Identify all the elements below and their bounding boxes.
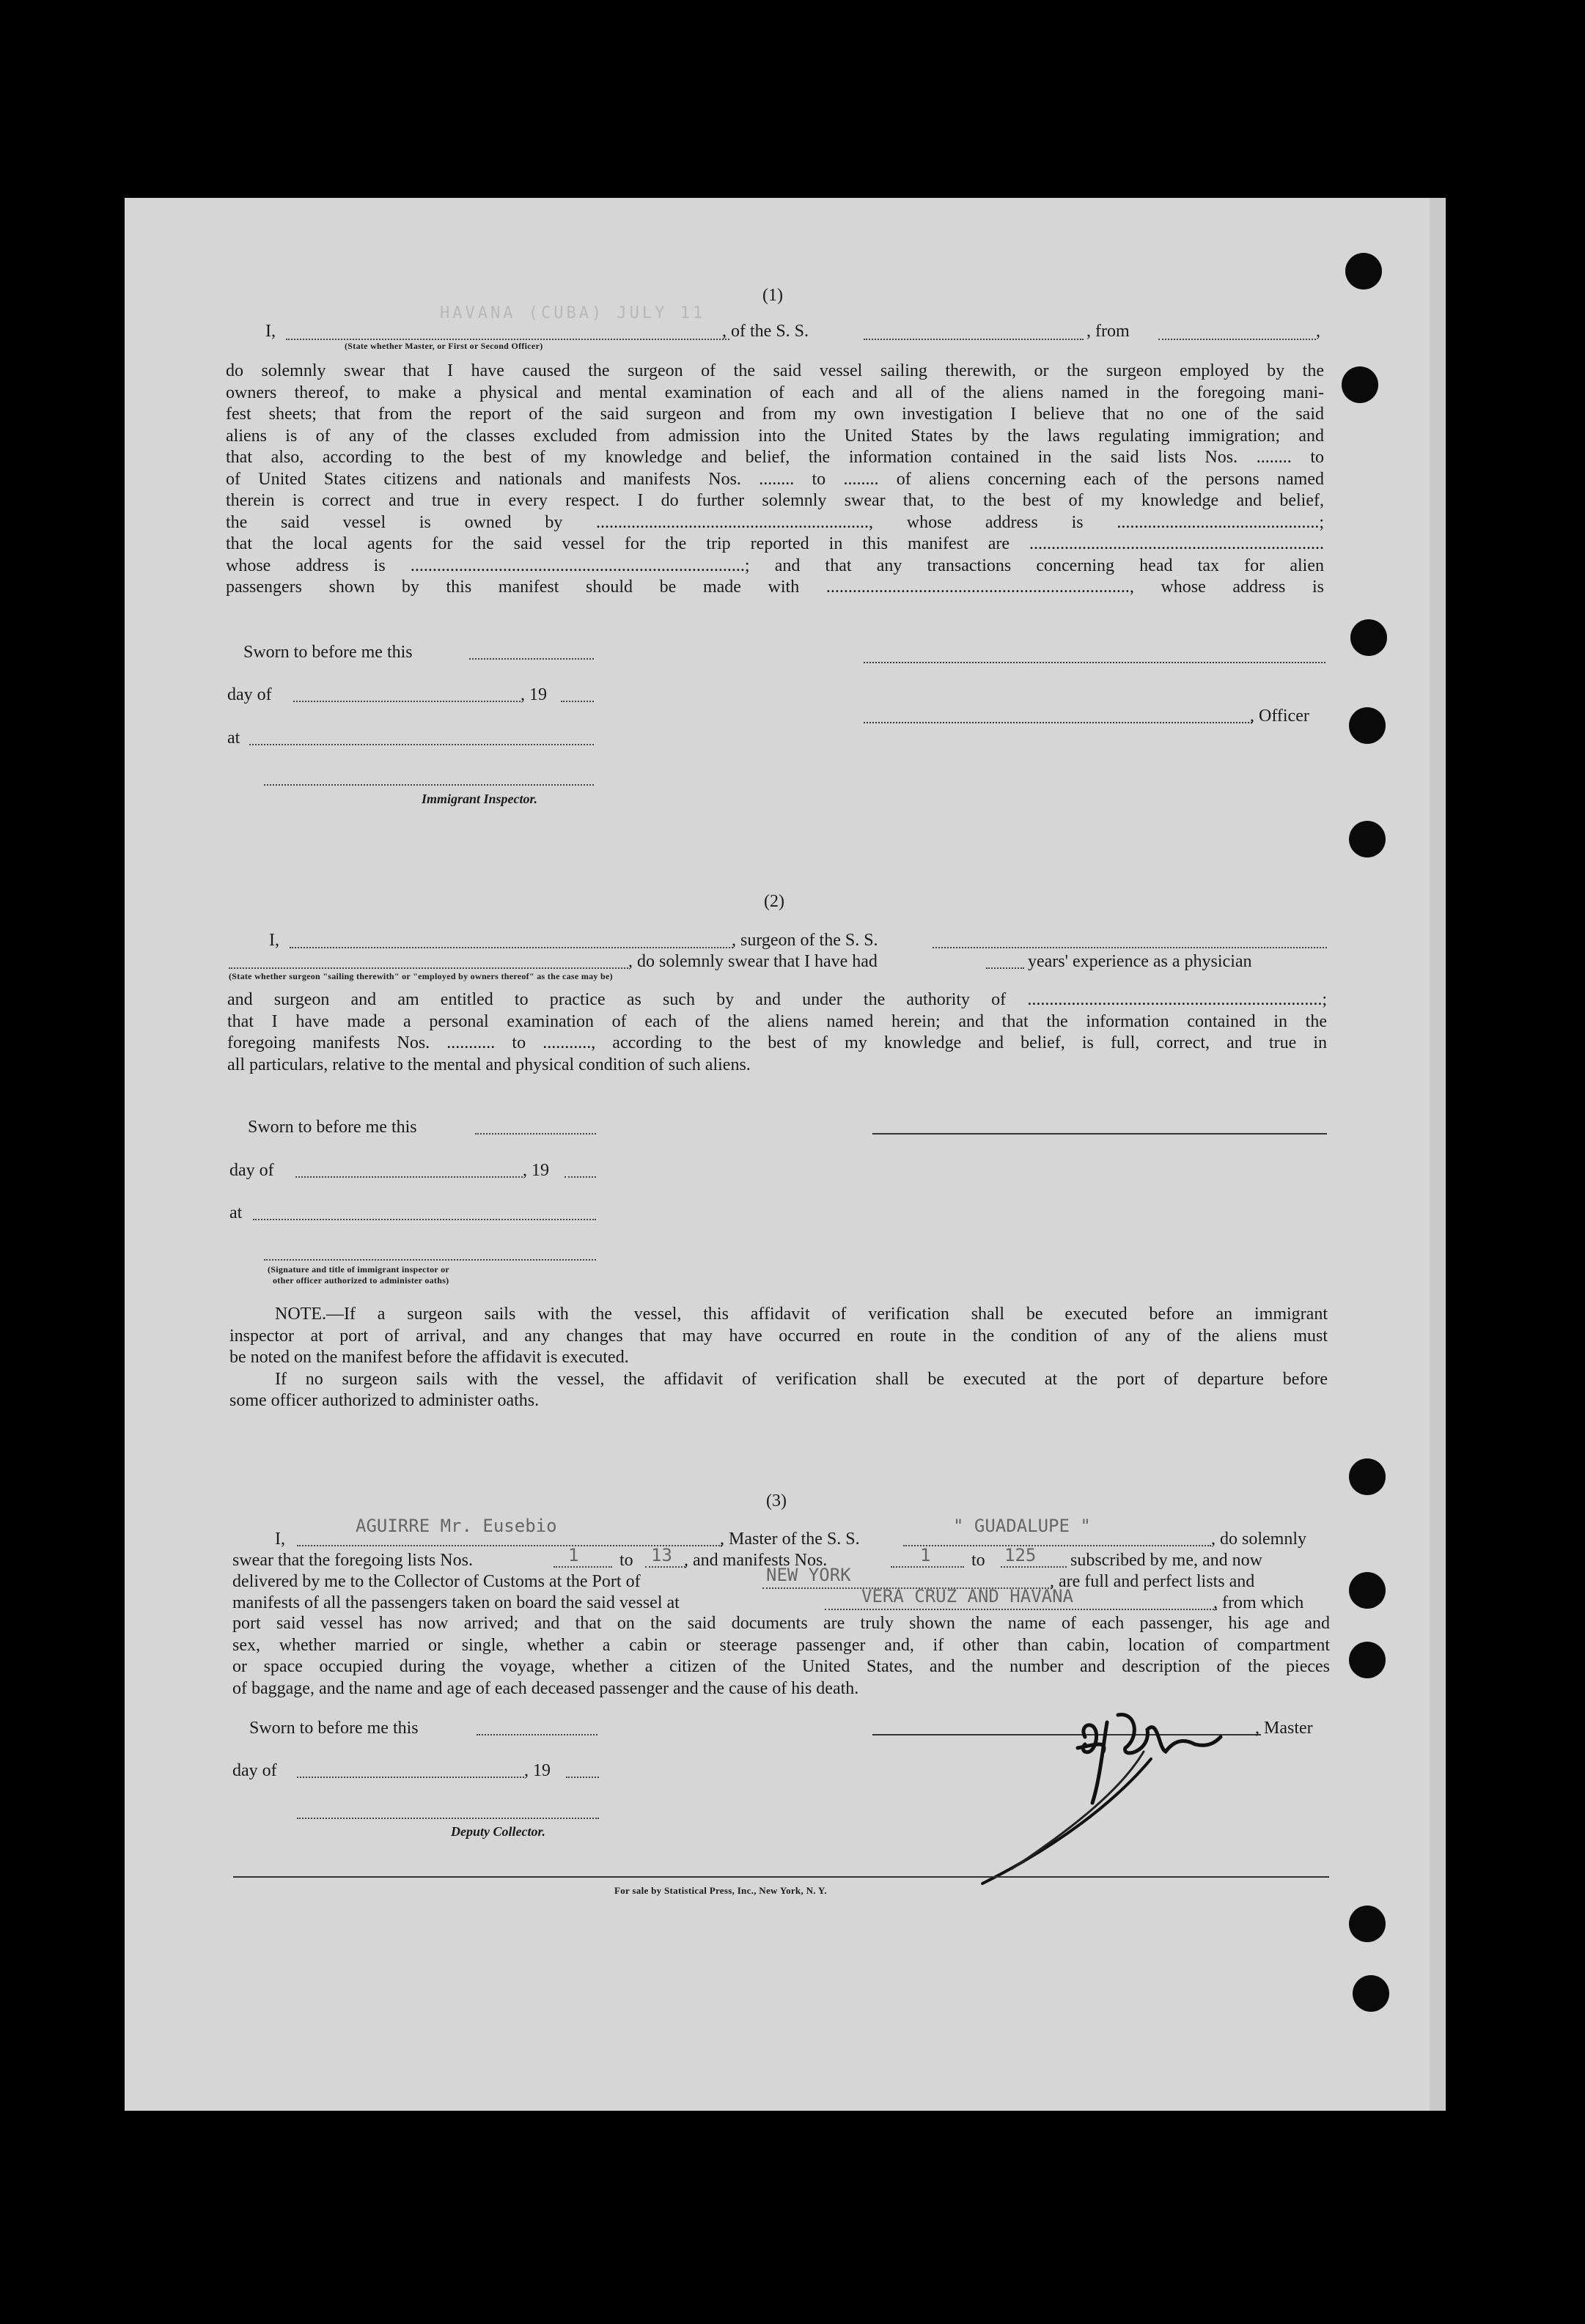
- port-of-arrival: NEW YORK: [766, 1565, 851, 1585]
- sec2-surgeon-of: , surgeon of the S. S.: [732, 931, 878, 950]
- section-1-number: (1): [762, 286, 783, 305]
- printer-footer: For sale by Statistical Press, Inc., New York, N. Y.: [614, 1885, 827, 1896]
- ship-name: " GUADALUPE ": [953, 1516, 1091, 1536]
- page-edge: [1430, 198, 1446, 2111]
- punch-hole: [1349, 1906, 1386, 1942]
- punch-hole: [1353, 1975, 1389, 2012]
- immigrant-inspector-label: Immigrant Inspector.: [422, 792, 538, 806]
- sec3-sworn: Sworn to before me this: [249, 1719, 419, 1738]
- punch-hole: [1349, 1572, 1386, 1609]
- sec1-from: , from: [1086, 322, 1130, 341]
- manifests-to: 125: [1004, 1545, 1037, 1565]
- section-3-number: (3): [766, 1491, 787, 1510]
- punch-hole: [1345, 253, 1382, 289]
- port-of-departure: VERA CRUZ AND HAVANA: [861, 1586, 1073, 1606]
- punch-hole: [1349, 1642, 1386, 1678]
- master-label: , Master: [1255, 1719, 1313, 1738]
- sec2-paragraph: and surgeon and am entitled to practice as such by and under the authority of ...................................................................; that I have made a personal examination of each of the aliens named herein; and that the information contained in the foregoing manifests Nos. ........... to ..........., according to the best of my knowledge and belief, is full, correct, and true in all particulars, relative to the mental and physical condition of such aliens.: [227, 990, 1327, 1074]
- note-paragraph: NOTE.—If a surgeon sails with the vessel, this affidavit of verification shall be executed before an immigrant inspector at port of arrival, and any changes that may have occurred en route in the condition of any of the aliens must be noted on the manifest before the affidavit is executed. If no surgeon sails with the vessel, the affidavit of verification shall be executed at the port of departure before some officer authorized to administer oaths.: [229, 1305, 1328, 1410]
- sec1-day-of: day of: [227, 685, 272, 704]
- deputy-collector-label: Deputy Collector.: [451, 1824, 545, 1839]
- sec3-paragraph: port said vessel has now arrived; and that on the said documents are truly shown the name of each passenger, his age and sex, whether married or single, whether a cabin or steerage passenger and, if other than cabin, location of compartment or space occupied during the voyage, whether a citizen of the United States, and the number and description of the pieces of baggage, and the name and age of each deceased passenger and the cause of his death.: [232, 1614, 1330, 1698]
- lists-from: 1: [568, 1545, 579, 1565]
- punch-hole: [1349, 1458, 1386, 1495]
- lists-to: 13: [651, 1545, 672, 1565]
- sec1-paragraph: do solemnly swear that I have caused the surgeon of the said vessel sailing therewith, or the surgeon employed by the owners thereof, to make a physical and mental examination of each and all of the aliens named in the foregoing mani- fest sheets; that from the report of the said surgeon and from my own investigation I believe that no one of the said aliens is of any of the classes excluded from admission into the United States by the laws regulating immigration; and that also, according to the best of my knowledge and belief, the information contained in the said lists Nos. ........ to of United States citizens and nationals and manifests Nos. ........ to ........ of aliens concerning each of the persons named therein is correct and true in every respect. I do further solemnly swear that, to the best of my knowledge and belief, the said vessel is owned by .............................................................., whose address is ..............................................; that the local agents for the said vessel for the trip reported in this manifest are ................................................................... whose address is ............................................................................; and that any transactions concerning head tax for alien passengers shown by this manifest should be made with ....................................................................., whose address is: [226, 361, 1324, 597]
- sec1-of-ss: , of the S. S.: [722, 322, 809, 341]
- sec2-caption: (State whether surgeon "sailing therewith" or "employed by owners thereof" as the case may be): [229, 971, 613, 981]
- punch-hole: [1349, 821, 1386, 857]
- sec2-sworn: Sworn to before me this: [248, 1118, 417, 1137]
- faint-show-through: HAVANA (CUBA) JULY 11: [440, 304, 706, 322]
- master-name: AGUIRRE Mr. Eusebio: [356, 1516, 557, 1536]
- sec1-sworn: Sworn to before me this: [243, 643, 413, 662]
- punch-hole: [1349, 707, 1386, 744]
- punch-hole: [1350, 619, 1387, 656]
- officer-label: , Officer: [1250, 707, 1309, 726]
- master-signature: [968, 1678, 1276, 1898]
- sec1-at: at: [227, 728, 240, 748]
- manifests-from: 1: [920, 1545, 931, 1565]
- sec1-i: I,: [265, 322, 276, 341]
- section-2-number: (2): [764, 892, 784, 911]
- sec1-caption: (State whether Master, or First or Second Officer): [345, 341, 543, 351]
- punch-hole: [1342, 366, 1378, 403]
